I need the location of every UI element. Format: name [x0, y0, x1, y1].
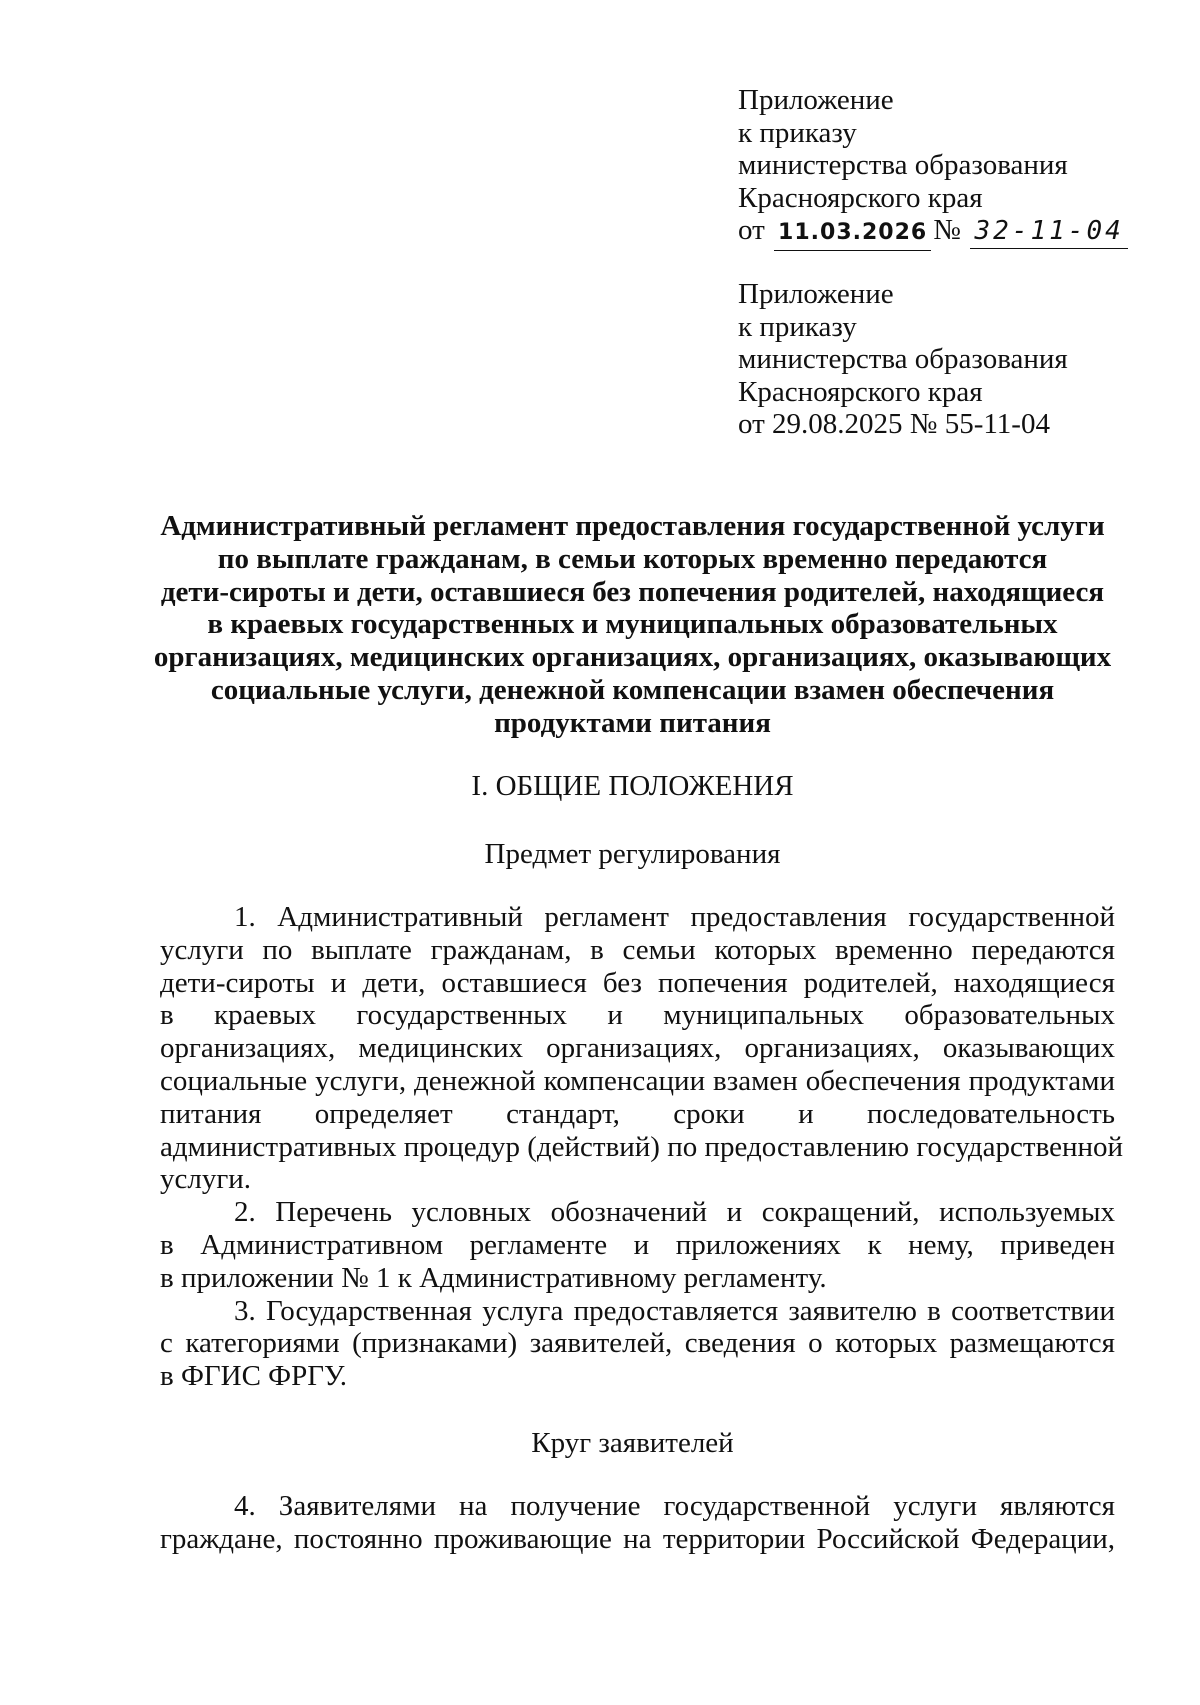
- appendix-line: Приложение: [738, 84, 894, 116]
- title-line: Административный регламент предоставления государственной услуги: [160, 510, 1105, 542]
- paragraph-line: граждане, постоянно проживающие на территории Российской Федерации,: [160, 1522, 1115, 1555]
- document-title: [150, 510, 1115, 740]
- appendix-line: от 29.08.2025 № 55-11-04: [738, 408, 1050, 440]
- paragraph-line: административных процедур (действий) по предоставлению государственной: [160, 1130, 1124, 1163]
- subheading-applicants: Круг заявителей: [531, 1427, 734, 1459]
- paragraph-line: в краевых государственных и муниципальных образовательных: [160, 999, 1115, 1032]
- date-prefix: от: [738, 214, 765, 246]
- appendix-line: министерства образования: [738, 343, 1068, 375]
- paragraph-line: питания определяет стандарт, сроки и последовательность: [160, 1097, 1115, 1130]
- appendix-header-previous: [738, 278, 1138, 441]
- paragraph-line: услуги.: [160, 1163, 252, 1196]
- title-line: продуктами питания: [494, 706, 771, 739]
- paragraph-line: в приложении № 1 к Административному регламенту.: [160, 1261, 827, 1294]
- appendix-line: Приложение: [738, 278, 894, 310]
- handwritten-date: 11.03.2026: [774, 217, 931, 251]
- paragraph-line: организациях, медицинских организациях, организациях, оказывающих: [160, 1032, 1115, 1065]
- appendix-date-line: [738, 214, 1138, 251]
- appendix-line: министерства образования: [738, 149, 1068, 181]
- paragraph-block-general: [160, 901, 1124, 1393]
- paragraph-line: 3. Государственная услуга предоставляется заявителю в соответствии: [234, 1294, 1115, 1327]
- appendix-header-current: [738, 84, 1138, 251]
- subheading-subject: Предмет регулирования: [484, 838, 781, 870]
- paragraph-line: 2. Перечень условных обозначений и сокращений, используемых: [234, 1196, 1115, 1229]
- paragraph-line: в Административном регламенте и приложениях к нему, приведен: [160, 1228, 1115, 1261]
- handwritten-number: 32-11-04: [970, 215, 1128, 249]
- appendix-line: Красноярского края: [738, 375, 983, 408]
- paragraph-line: 1. Административный регламент предоставления государственной: [234, 901, 1115, 933]
- section-heading: I. ОБЩИЕ ПОЛОЖЕНИЯ: [471, 770, 794, 802]
- paragraph-block-applicants: [160, 1490, 1115, 1556]
- appendix-line: Красноярского края: [738, 181, 983, 214]
- title-line: социальные услуги, денежной компенсации взамен обеспечения: [210, 673, 1055, 706]
- title-line: организациях, медицинских организациях, организациях, оказывающих: [153, 641, 1112, 674]
- paragraph-line: 4. Заявителями на получение государственной услуги являются: [234, 1490, 1115, 1522]
- paragraph-line: в ФГИС ФРГУ.: [160, 1360, 348, 1393]
- paragraph-line: услуги по выплате гражданам, в семьи которых временно передаются: [160, 933, 1115, 966]
- paragraph-line: социальные услуги, денежной компенсации взамен обеспечения продуктами: [160, 1064, 1115, 1097]
- title-line: в краевых государственных и муниципальных образовательных: [207, 608, 1058, 641]
- title-line: по выплате гражданам, в семьи которых временно передаются: [217, 542, 1048, 575]
- paragraph-line: дети-сироты и дети, оставшиеся без попечения родителей, находящиеся: [160, 966, 1115, 999]
- appendix-line: к приказу: [738, 310, 857, 343]
- paragraph-line: с категориями (признаками) заявителей, сведения о которых размещаются: [160, 1327, 1115, 1360]
- appendix-line: к приказу: [738, 116, 857, 149]
- number-sign: №: [933, 214, 961, 246]
- title-line: дети-сироты и дети, оставшиеся без попечения родителей, находящиеся: [160, 575, 1105, 608]
